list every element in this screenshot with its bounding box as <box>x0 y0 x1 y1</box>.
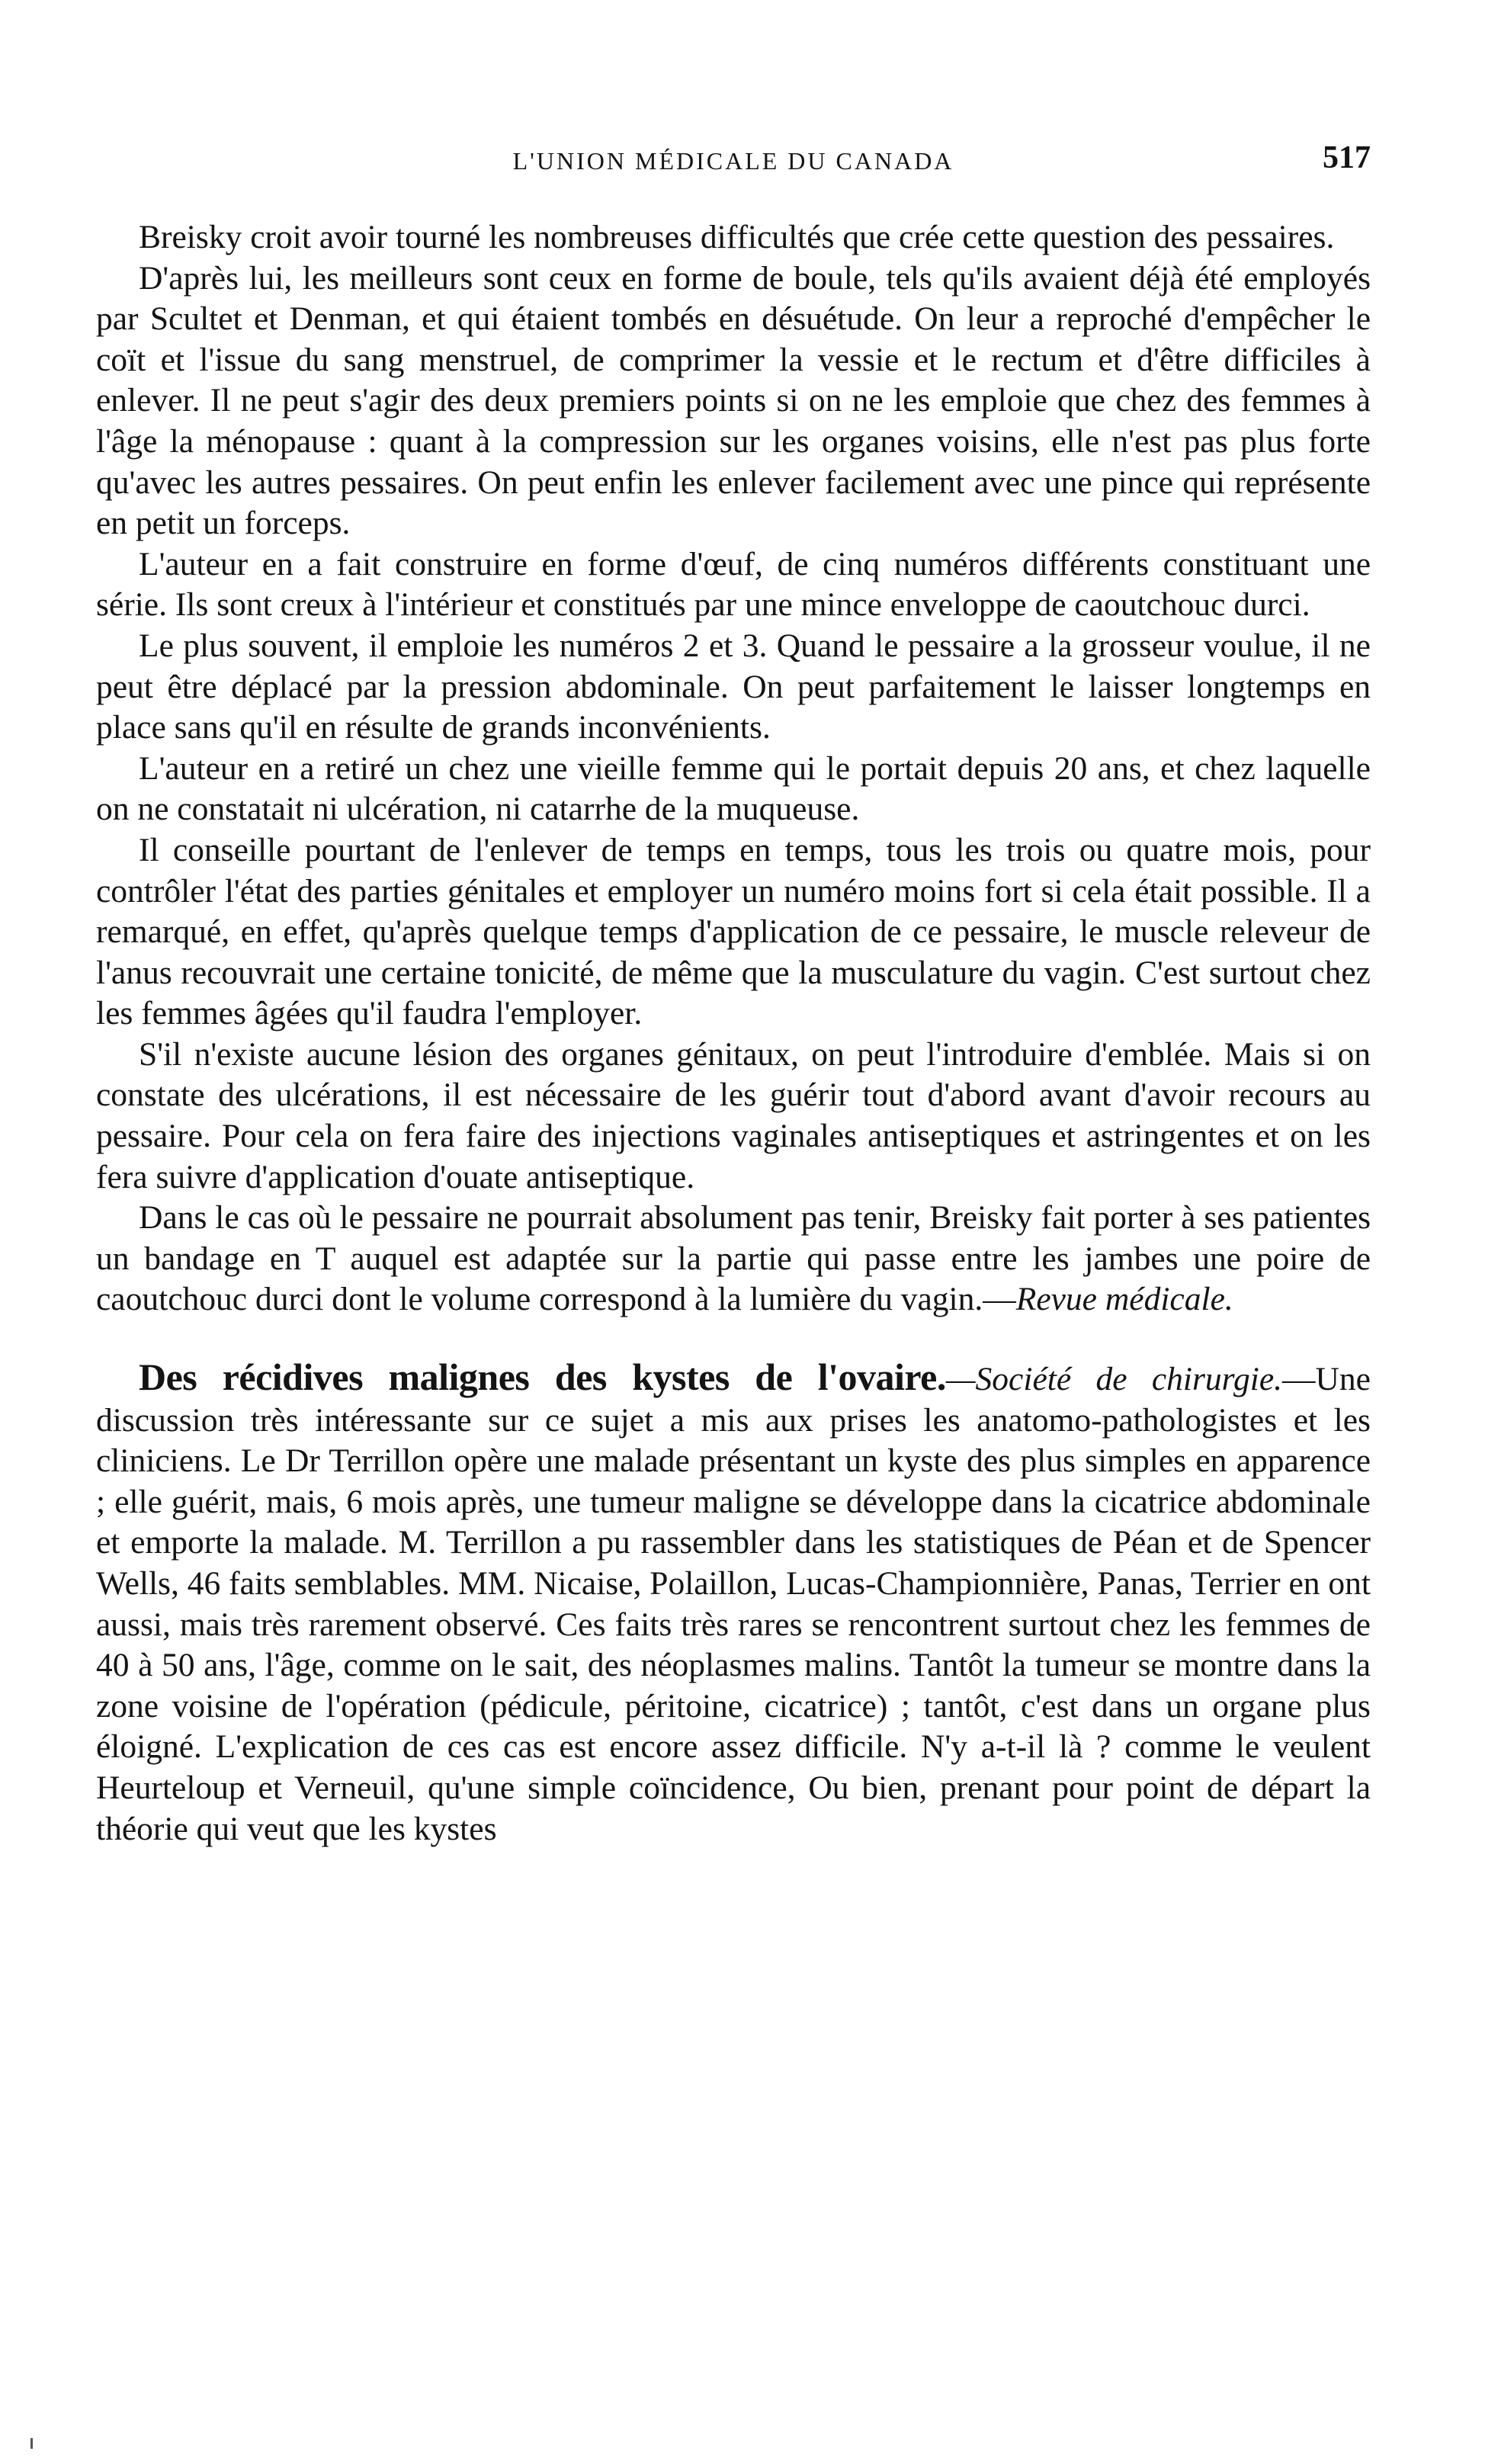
section-ovarian-cysts <box>96 1357 1371 1850</box>
section-text: —Une discussion très intéressante sur ce sujet a mis aux prises les anatomo-pathologistes et les cliniciens. Le Dr Terrillon opère une malade présentant un kyste des plus simples en apparence ; elle guérit, mais, 6 mois après, une tumeur maligne se développe dans la cicatrice abdominale et emporte la malade. M. Terrillon a pu rassembler dans les statistiques de Péan et de Spencer Wells, 46 faits semblables. MM. Nicaise, Polaillon, Lucas-Championnière, Panas, Terrier en ont aussi, mais très rarement observé. Ces faits très rares se rencontrent surtout chez les femmes de 40 à 50 ans, l'âge, comme on le sait, des néoplasmes malins. Tantôt la tumeur se montre dans la zone voisine de l'opération (pédicule, péritoine, cicatrice) ; tantôt, c'est dans un organe plus éloigné. L'explication de ces cas est encore assez difficile. N'y a-t-il là ? comme le veulent Heurteloup et Verneuil, qu'une simple coïncidence, Ou bien, prenant pour point de départ la théorie qui veut que les kystes <box>96 1361 1371 1847</box>
paragraph-2: D'après lui, les meilleurs sont ceux en forme de boule, tels qu'ils avaient déjà été employés par Scultet et Denman, et qui étaient tombés en désuétude. On leur a reproché d'empêcher le coït et l'issue du sang menstruel, de comprimer la vessie et le rectum et d'être difficiles à enlever. Il ne peut s'agir des deux premiers points si on ne les emploie que chez des femmes à l'âge la ménopause : quant à la compression sur les organes voisins, elle n'est pas plus forte qu'avec les autres pessaires. On peut enfin les enlever facilement avec une pince qui représente en petit un forceps. <box>96 259 1371 542</box>
section-paragraph <box>96 1357 1371 1850</box>
running-title: L'UNION MÉDICALE DU CANADA <box>512 147 954 175</box>
running-head <box>96 133 1371 187</box>
page <box>96 133 1371 1850</box>
paragraph-1: Breisky croit avoir tourné les nombreuses difficultés que crée cette question des pessaires. <box>139 219 1335 255</box>
paragraph-7: S'il n'existe aucune lésion des organes génitaux, on peut l'introduire d'emblée. Mais si on constate des ulcérations, il est nécessaire de les guérir tout d'abord avant d'avoir recours au pessaire. Pour cela on fera faire des injections vaginales antiseptiques et astringentes et on les fera suivre d'application d'ouate antiseptique. <box>96 1035 1371 1195</box>
paragraph-6: Il conseille pourtant de l'enlever de temps en temps, tous les trois ou quatre mois, pour contrôler l'état des parties génitales et employer un numéro moins fort si cela était possible. Il a remarqué, en effet, qu'après quelque temps d'application de ce pessaire, le muscle releveur de l'anus recouvrait une certaine tonicité, de même que la musculature du vagin. C'est surtout chez les femmes âgées qu'il faudra l'employer. <box>96 831 1371 1032</box>
scan-mark <box>30 2438 33 2449</box>
paragraph-4: Le plus souvent, il emploie les numéros 2 et 3. Quand le pessaire a la grosseur voulue, il ne peut être déplacé par la pression abdominale. On peut parfaitement le laisser longtemps en place sans qu'il en résulte de grands inconvénients. <box>96 627 1371 746</box>
source-citation: Revue médicale. <box>1015 1281 1233 1318</box>
article-body <box>96 217 1371 1320</box>
paragraph-3: L'auteur en a fait construire en forme d'œuf, de cinq numéros différents constituant une série. Ils sont creux à l'intérieur et constitués par une mince enveloppe de caoutchouc durci. <box>96 545 1371 624</box>
paragraph-5: L'auteur en a retiré un chez une vieille femme qui le portait depuis 20 ans, et chez laquelle on ne constatait ni ulcération, ni catarrhe de la muqueuse. <box>96 749 1371 828</box>
paragraph-8-text: Dans le cas où le pessaire ne pourrait absolument pas tenir, Breisky fait porter à ses patientes un bandage en T auquel est adaptée sur la partie qui passe entre les jambes une poire de caoutchouc durci dont le volume correspond à la lumière du vagin.— <box>96 1199 1371 1318</box>
paragraph-8 <box>96 1198 1371 1320</box>
section-heading: Des récidives malignes des kystes de l'ovaire. <box>139 1356 946 1399</box>
section-source: —Société de chirurgie. <box>945 1361 1283 1398</box>
page-number: 517 <box>1323 140 1371 175</box>
